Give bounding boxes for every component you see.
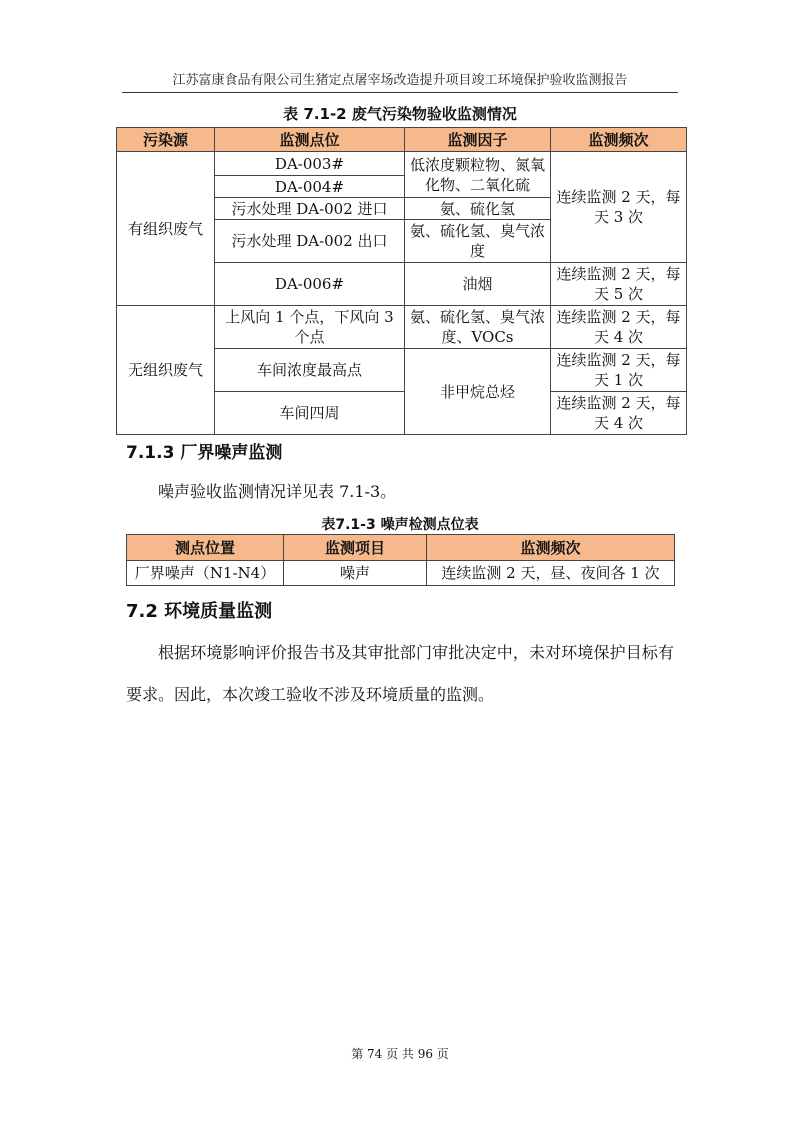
- column-header: 监测项目: [284, 535, 427, 561]
- table-7-1-3-caption: 表7.1-3 噪声检测点位表: [321, 517, 479, 533]
- point-cell: DA-006#: [215, 263, 405, 306]
- frequency-cell: 连续监测 2 天，每天 4 次: [551, 392, 687, 435]
- source-organized: 有组织废气: [117, 152, 215, 306]
- page-number: 第 74 页 共 96 页: [351, 1047, 449, 1061]
- item-cell: 噪声: [284, 561, 427, 586]
- location-cell: 厂界噪声（N1-N4）: [127, 561, 284, 586]
- frequency-cell: 连续监测 2 天，每天 5 次: [551, 263, 687, 306]
- source-unorganized: 无组织废气: [117, 306, 215, 435]
- table-7-1-2-caption: 表 7.1-2 废气污染物验收监测情况: [283, 105, 517, 123]
- factor-cell: 油烟: [405, 263, 551, 306]
- frequency-cell: 连续监测 2 天，每天 3 次: [551, 152, 687, 263]
- table-header-row: [117, 128, 687, 152]
- table-header-row: [127, 535, 675, 561]
- column-header: 监测频次: [427, 535, 675, 561]
- paragraph-noise: 噪声验收监测情况详见表 7.1-3。: [158, 482, 397, 501]
- point-cell: DA-003#: [215, 152, 405, 176]
- noise-monitoring-table: [126, 534, 675, 586]
- table-row: [127, 561, 675, 586]
- factor-cell: 低浓度颗粒物、氮氧化物、二氧化硫: [405, 152, 551, 198]
- section-heading-7-2: 7.2 环境质量监测: [126, 601, 273, 622]
- table-row: [117, 152, 687, 176]
- factor-cell: 氨、硫化氢: [405, 198, 551, 220]
- frequency-cell: 连续监测 2 天，每天 4 次: [551, 306, 687, 349]
- factor-cell: 氨、硫化氢、臭气浓度、VOCs: [405, 306, 551, 349]
- column-header: 监测频次: [551, 128, 687, 152]
- point-cell: 污水处理 DA-002 出口: [215, 220, 405, 263]
- column-header: 监测因子: [405, 128, 551, 152]
- frequency-cell: 连续监测 2 天，昼、夜间各 1 次: [427, 561, 675, 586]
- table-row: [117, 306, 687, 349]
- paragraph-environment-quality: 根据环境影响评价报告书及其审批部门审批决定中，未对环境保护目标有要求。因此，本次竣工验收不涉及环境质量的监测。: [126, 643, 674, 704]
- point-cell: 车间浓度最高点: [215, 349, 405, 392]
- section-heading-7-1-3: 7.1.3 厂界噪声监测: [126, 443, 283, 463]
- frequency-cell: 连续监测 2 天，每天 1 次: [551, 349, 687, 392]
- point-cell: 污水处理 DA-002 进口: [215, 198, 405, 220]
- column-header: 监测点位: [215, 128, 405, 152]
- column-header: 测点位置: [127, 535, 284, 561]
- point-cell: 车间四周: [215, 392, 405, 435]
- factor-cell: 非甲烷总烃: [405, 349, 551, 435]
- column-header: 污染源: [117, 128, 215, 152]
- point-cell: 上风向 1 个点，下风向 3 个点: [215, 306, 405, 349]
- report-header: 江苏富康食品有限公司生猪定点屠宰场改造提升项目竣工环境保护验收监测报告: [122, 72, 678, 93]
- factor-cell: 氨、硫化氢、臭气浓度: [405, 220, 551, 263]
- exhaust-gas-monitoring-table: [116, 127, 687, 435]
- point-cell: DA-004#: [215, 176, 405, 198]
